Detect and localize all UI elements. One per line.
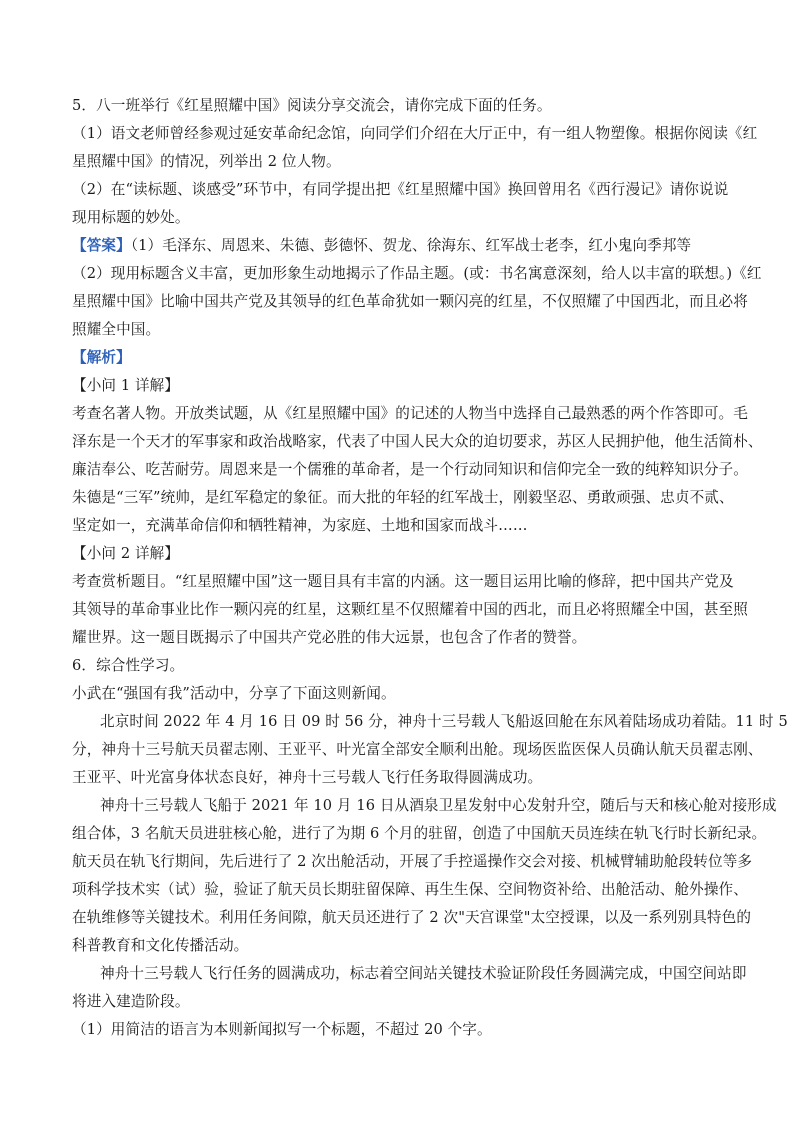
text-line: [72, 652, 722, 680]
text-line: [72, 876, 748, 904]
text-line: [72, 260, 762, 288]
line-text: 分，神舟十三号航天员翟志刚、王亚平、叶光富全部安全顺利出舱。现场医监医保人员确认航天员翟志刚、: [72, 741, 763, 758]
line-text: 科普教育和文化传播活动。: [72, 937, 249, 954]
line-text: 星照耀中国》比喻中国共产党及其领导的红色革命犹如一颗闪亮的红星，不仅照耀了中国西北，而且必将: [72, 293, 748, 310]
section-tag: 【解析】: [72, 349, 131, 366]
line-text: （1）语文老师曾经参观过延安革命纪念馆，向同学们介绍在大厅正中，有一组人物塑像。根据你阅读《红: [72, 125, 758, 142]
text-line: [72, 316, 722, 344]
line-text: 耀世界。这一题目既揭示了中国共产党必胜的伟大远景，也包含了作者的赞誉。: [72, 629, 587, 646]
document-page: [72, 92, 788, 1044]
line-text: 北京时间 2022 年 4 月 16 日 09 时 56 分，神舟十三号载人飞船返回舱在东风着陆场成功着陆。11 时 5: [100, 713, 788, 730]
text-line: [72, 232, 722, 260]
text-line: [72, 288, 748, 316]
line-text: （1）用简洁的语言为本则新闻拟写一个标题，不超过 20 个字。: [72, 1021, 492, 1038]
line-text: 小武在“强国有我”活动中，分享了下面这则新闻。: [72, 685, 396, 702]
text-line: [72, 596, 748, 624]
line-text: 项科学技术实（试）验，验证了航天员长期驻留保障、再生生保、空间物资补给、出舱活动、舱外操作、: [72, 881, 748, 898]
line-text: 将进入建造阶段。: [72, 993, 190, 1010]
line-text: （2）现用标题含义丰富，更加形象生动地揭示了作品主题。(或：书名寓意深刻，给人以丰富的联想。)《红: [72, 265, 762, 282]
text-line: [72, 708, 788, 736]
line-text: 朱德是“三军”统帅，是红军稳定的象征。而大批的年轻的红军战士，刚毅坚忍、勇敢顽强、忠贞不贰、: [72, 489, 734, 506]
text-line: [72, 680, 722, 708]
text-line: [72, 204, 722, 232]
text-line: [72, 176, 729, 204]
text-line: [72, 624, 722, 652]
line-text: 考查名著人物。开放类试题，从《红星照耀中国》的记述的人物当中选择自己最熟悉的两个作答即可。毛: [72, 405, 748, 422]
line-text: 现用标题的妙处。: [72, 209, 190, 226]
line-text: 照耀全中国。: [72, 321, 161, 338]
section-tag: 【答案】: [72, 237, 131, 254]
text-line: [72, 92, 722, 120]
line-text: 考查赏析题目。“红星照耀中国”这一题目具有丰富的内涵。这一题目运用比喻的修辞，把中国共产党及: [72, 573, 734, 590]
text-line: [72, 736, 763, 764]
line-text: 泽东是一个天才的军事家和政治战略家，代表了中国人民大众的迫切要求，苏区人民拥护他，他生活简朴、: [72, 433, 763, 450]
line-text: 星照耀中国》的情况，列举出 2 位人物。: [72, 153, 341, 170]
text-line: [72, 1016, 722, 1044]
line-text: 神舟十三号载人飞船于 2021 年 10 月 16 日从酒泉卫星发射中心发射升空，随后与天和核心舱对接形成: [100, 797, 777, 814]
text-line: [72, 120, 758, 148]
text-line: [72, 988, 722, 1016]
line-text: 【小问 2 详解】: [72, 545, 180, 562]
line-text: 5．八一班举行《红星照耀中国》阅读分享交流会，请你完成下面的任务。: [72, 97, 552, 114]
text-line: [72, 540, 722, 568]
text-line: [72, 792, 777, 820]
line-text: 神舟十三号载人飞行任务的圆满成功，标志着空间站关键技术验证阶段任务圆满完成，中国空间站即: [100, 965, 747, 982]
text-line: [72, 484, 734, 512]
text-line: [72, 372, 722, 400]
line-text: 廉洁奉公、吃苦耐劳。周恩来是一个儒雅的革命者，是一个行动同知识和信仰完全一致的纯粹知识分子。: [72, 461, 748, 478]
text-line: [72, 456, 748, 484]
line-text: 航天员在轨飞行期间，先后进行了 2 次出舱活动，开展了手控遥操作交会对接、机械臂辅助舱段转位等多: [72, 853, 753, 870]
line-text: 坚定如一，充满革命信仰和牺牲精神，为家庭、土地和国家而战斗……: [72, 517, 528, 534]
line-text: 在轨维修等关键技术。利用任务间隙，航天员还进行了 2 次"天宫课堂"太空授课，以及一系列别具特色的: [72, 909, 752, 926]
line-text: 组合体，3 名航天员进驻核心舱，进行了为期 6 个月的驻留，创造了中国航天员连续在轨飞行时长新纪录。: [72, 825, 767, 842]
text-line: [72, 568, 734, 596]
line-text: （1）毛泽东、周恩来、朱德、彭德怀、贺龙、徐海东、红军战士老李，红小鬼向季邦等: [130, 237, 692, 254]
text-line: [72, 400, 748, 428]
line-text: （2）在“读标题、谈感受”环节中，有同学提出把《红星照耀中国》换回曾用名《西行漫记》请你说说: [72, 181, 729, 198]
text-line: [72, 428, 763, 456]
line-text: 【小问 1 详解】: [72, 377, 180, 394]
text-line: [72, 512, 722, 540]
text-line: [72, 848, 753, 876]
text-line: [72, 904, 752, 932]
text-line: [72, 960, 747, 988]
line-text: 6．综合性学习。: [72, 657, 185, 674]
line-text: 王亚平、叶光富身体状态良好，神舟十三号载人飞行任务取得圆满成功。: [72, 769, 543, 786]
text-line: [72, 932, 722, 960]
text-line: [72, 344, 722, 372]
text-line: [72, 764, 722, 792]
text-line: [72, 820, 767, 848]
line-text: 其领导的革命事业比作一颗闪亮的红星，这颗红星不仅照耀着中国的西北，而且必将照耀全中国，甚至照: [72, 601, 748, 618]
text-line: [72, 148, 722, 176]
